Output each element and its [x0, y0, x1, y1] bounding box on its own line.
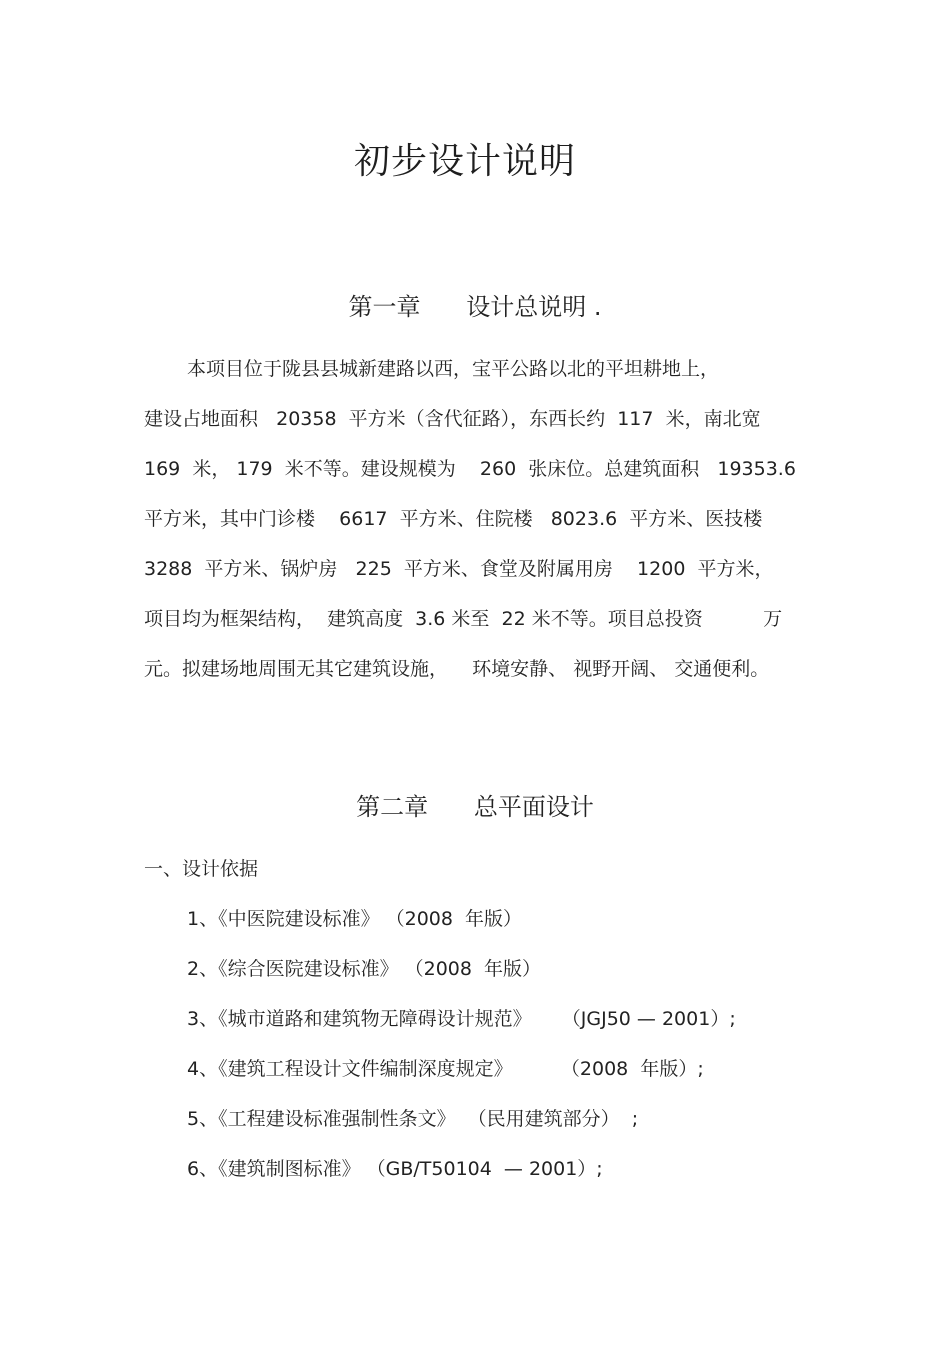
- chapter-1-paragraph: [144, 352, 804, 702]
- paragraph-line: 项目均为框架结构， 建筑高度 3.6 米至 22 米不等。项目总投资 万: [144, 608, 783, 630]
- paragraph-line: 169 米， 179 米不等。建设规模为 260 张床位。总建筑面积 19353.6: [144, 458, 796, 480]
- reference-item: 4、《建筑工程设计文件编制深度规定》 （2008 年版）;: [187, 1058, 704, 1080]
- reference-item: 2、《综合医院建设标准》 （2008 年版）: [187, 958, 542, 980]
- section-title-design-basis: 一、设计依据: [144, 858, 259, 880]
- reference-item: 6、《建筑制图标准》 （GB/T50104 — 2001）;: [187, 1158, 603, 1180]
- paragraph-line: 平方米，其中门诊楼 6617 平方米、住院楼 8023.6 平方米、医技楼: [144, 508, 763, 530]
- paragraph-line: 3288 平方米、锅炉房 225 平方米、食堂及附属用房 1200 平方米，: [144, 558, 774, 580]
- paragraph-line: 本项目位于陇县县城新建路以西，宝平公路以北的平坦耕地上，: [187, 358, 720, 380]
- paragraph-line: 建设占地面积 20358 平方米（含代征路），东西长约 117 米，南北宽: [144, 408, 761, 430]
- chapter-2-heading: 第二章 总平面设计: [356, 793, 594, 821]
- document-title: 初步设计说明: [353, 141, 576, 182]
- paragraph-line: 元。拟建场地周围无其它建筑设施， 环境安静、 视野开阔、 交通便利。: [144, 658, 770, 680]
- reference-item: 1、《中医院建设标准》 （2008 年版）: [187, 908, 523, 930]
- chapter-1-heading: 第一章 设计总说明 .: [348, 293, 602, 321]
- reference-item: 5、《工程建设标准强制性条文》 （民用建筑部分） ;: [187, 1108, 639, 1130]
- reference-item: 3、《城市道路和建筑物无障碍设计规范》 （JGJ50 — 2001）;: [187, 1008, 736, 1030]
- reference-list: [187, 902, 736, 1202]
